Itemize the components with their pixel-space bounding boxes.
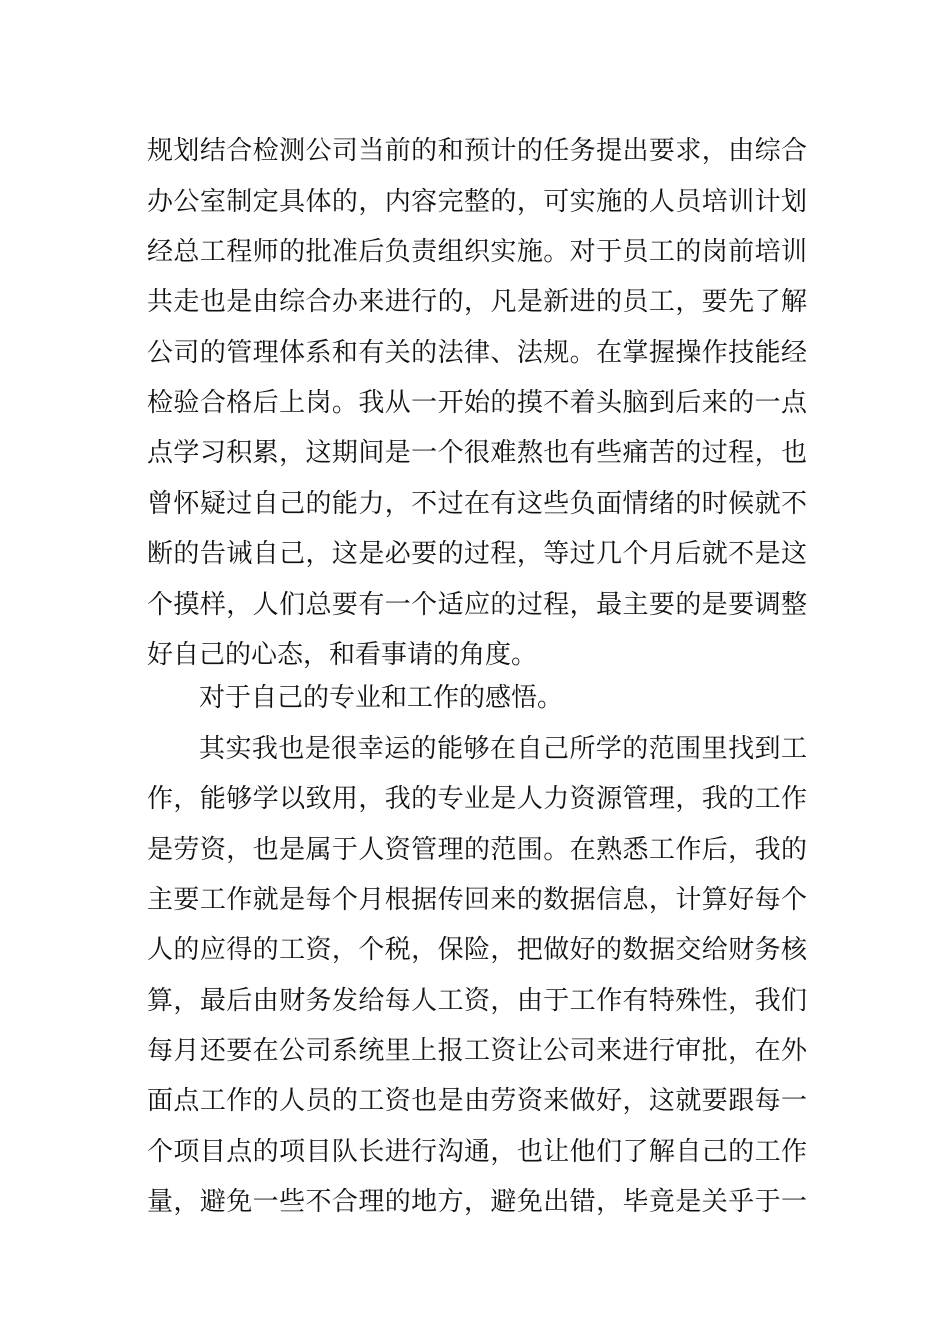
text-line: 经总工程师的批准后负责组织实施。对于员工的岗前培训 — [147, 237, 807, 267]
paragraph-first-line: 其实我也是很幸运的能够在自己所学的范围里找到工 — [199, 734, 807, 764]
text-line: 规划结合检测公司当前的和预计的任务提出要求，由综合 — [147, 136, 807, 166]
text-line: 好自己的心态，和看事请的角度。 — [147, 640, 538, 670]
section-heading: 对于自己的专业和工作的感悟。 — [199, 683, 564, 713]
text-line: 算，最后由财务发给每人工资，由于工作有特殊性，我们 — [147, 986, 807, 1016]
text-line: 面点工作的人员的工资也是由劳资来做好，这就要跟每一 — [147, 1086, 807, 1116]
text-line: 公司的管理体系和有关的法律、法规。在掌握操作技能经 — [147, 338, 807, 368]
text-line: 个项目点的项目队长进行沟通，也让他们了解自己的工作 — [147, 1137, 807, 1167]
text-line: 每月还要在公司系统里上报工资让公司来进行审批，在外 — [147, 1036, 807, 1066]
text-line: 办公室制定具体的，内容完整的，可实施的人员培训计划 — [147, 187, 807, 217]
text-line: 个摸样，人们总要有一个适应的过程，最主要的是要调整 — [147, 590, 807, 620]
text-line: 点学习积累，这期间是一个很难熬也有些痛苦的过程，也 — [147, 438, 807, 468]
text-line: 量，避免一些不合理的地方，避免出错，毕竟是关乎于一 — [147, 1187, 807, 1217]
text-line: 断的告诫自己，这是必要的过程，等过几个月后就不是这 — [147, 539, 807, 569]
text-line: 作，能够学以致用，我的专业是人力资源管理，我的工作 — [147, 784, 807, 814]
text-line: 检验合格后上岗。我从一开始的摸不着头脑到后来的一点 — [147, 388, 807, 418]
text-line: 曾怀疑过自己的能力，不过在有这些负面情绪的时候就不 — [147, 489, 807, 519]
text-line: 共走也是由综合办来进行的，凡是新进的员工，要先了解 — [147, 287, 807, 317]
text-line: 主要工作就是每个月根据传回来的数据信息，计算好每个 — [147, 885, 807, 915]
text-line: 人的应得的工资，个税，保险，把做好的数据交给财务核 — [147, 935, 807, 965]
text-line: 是劳资，也是属于人资管理的范围。在熟悉工作后，我的 — [147, 835, 807, 865]
